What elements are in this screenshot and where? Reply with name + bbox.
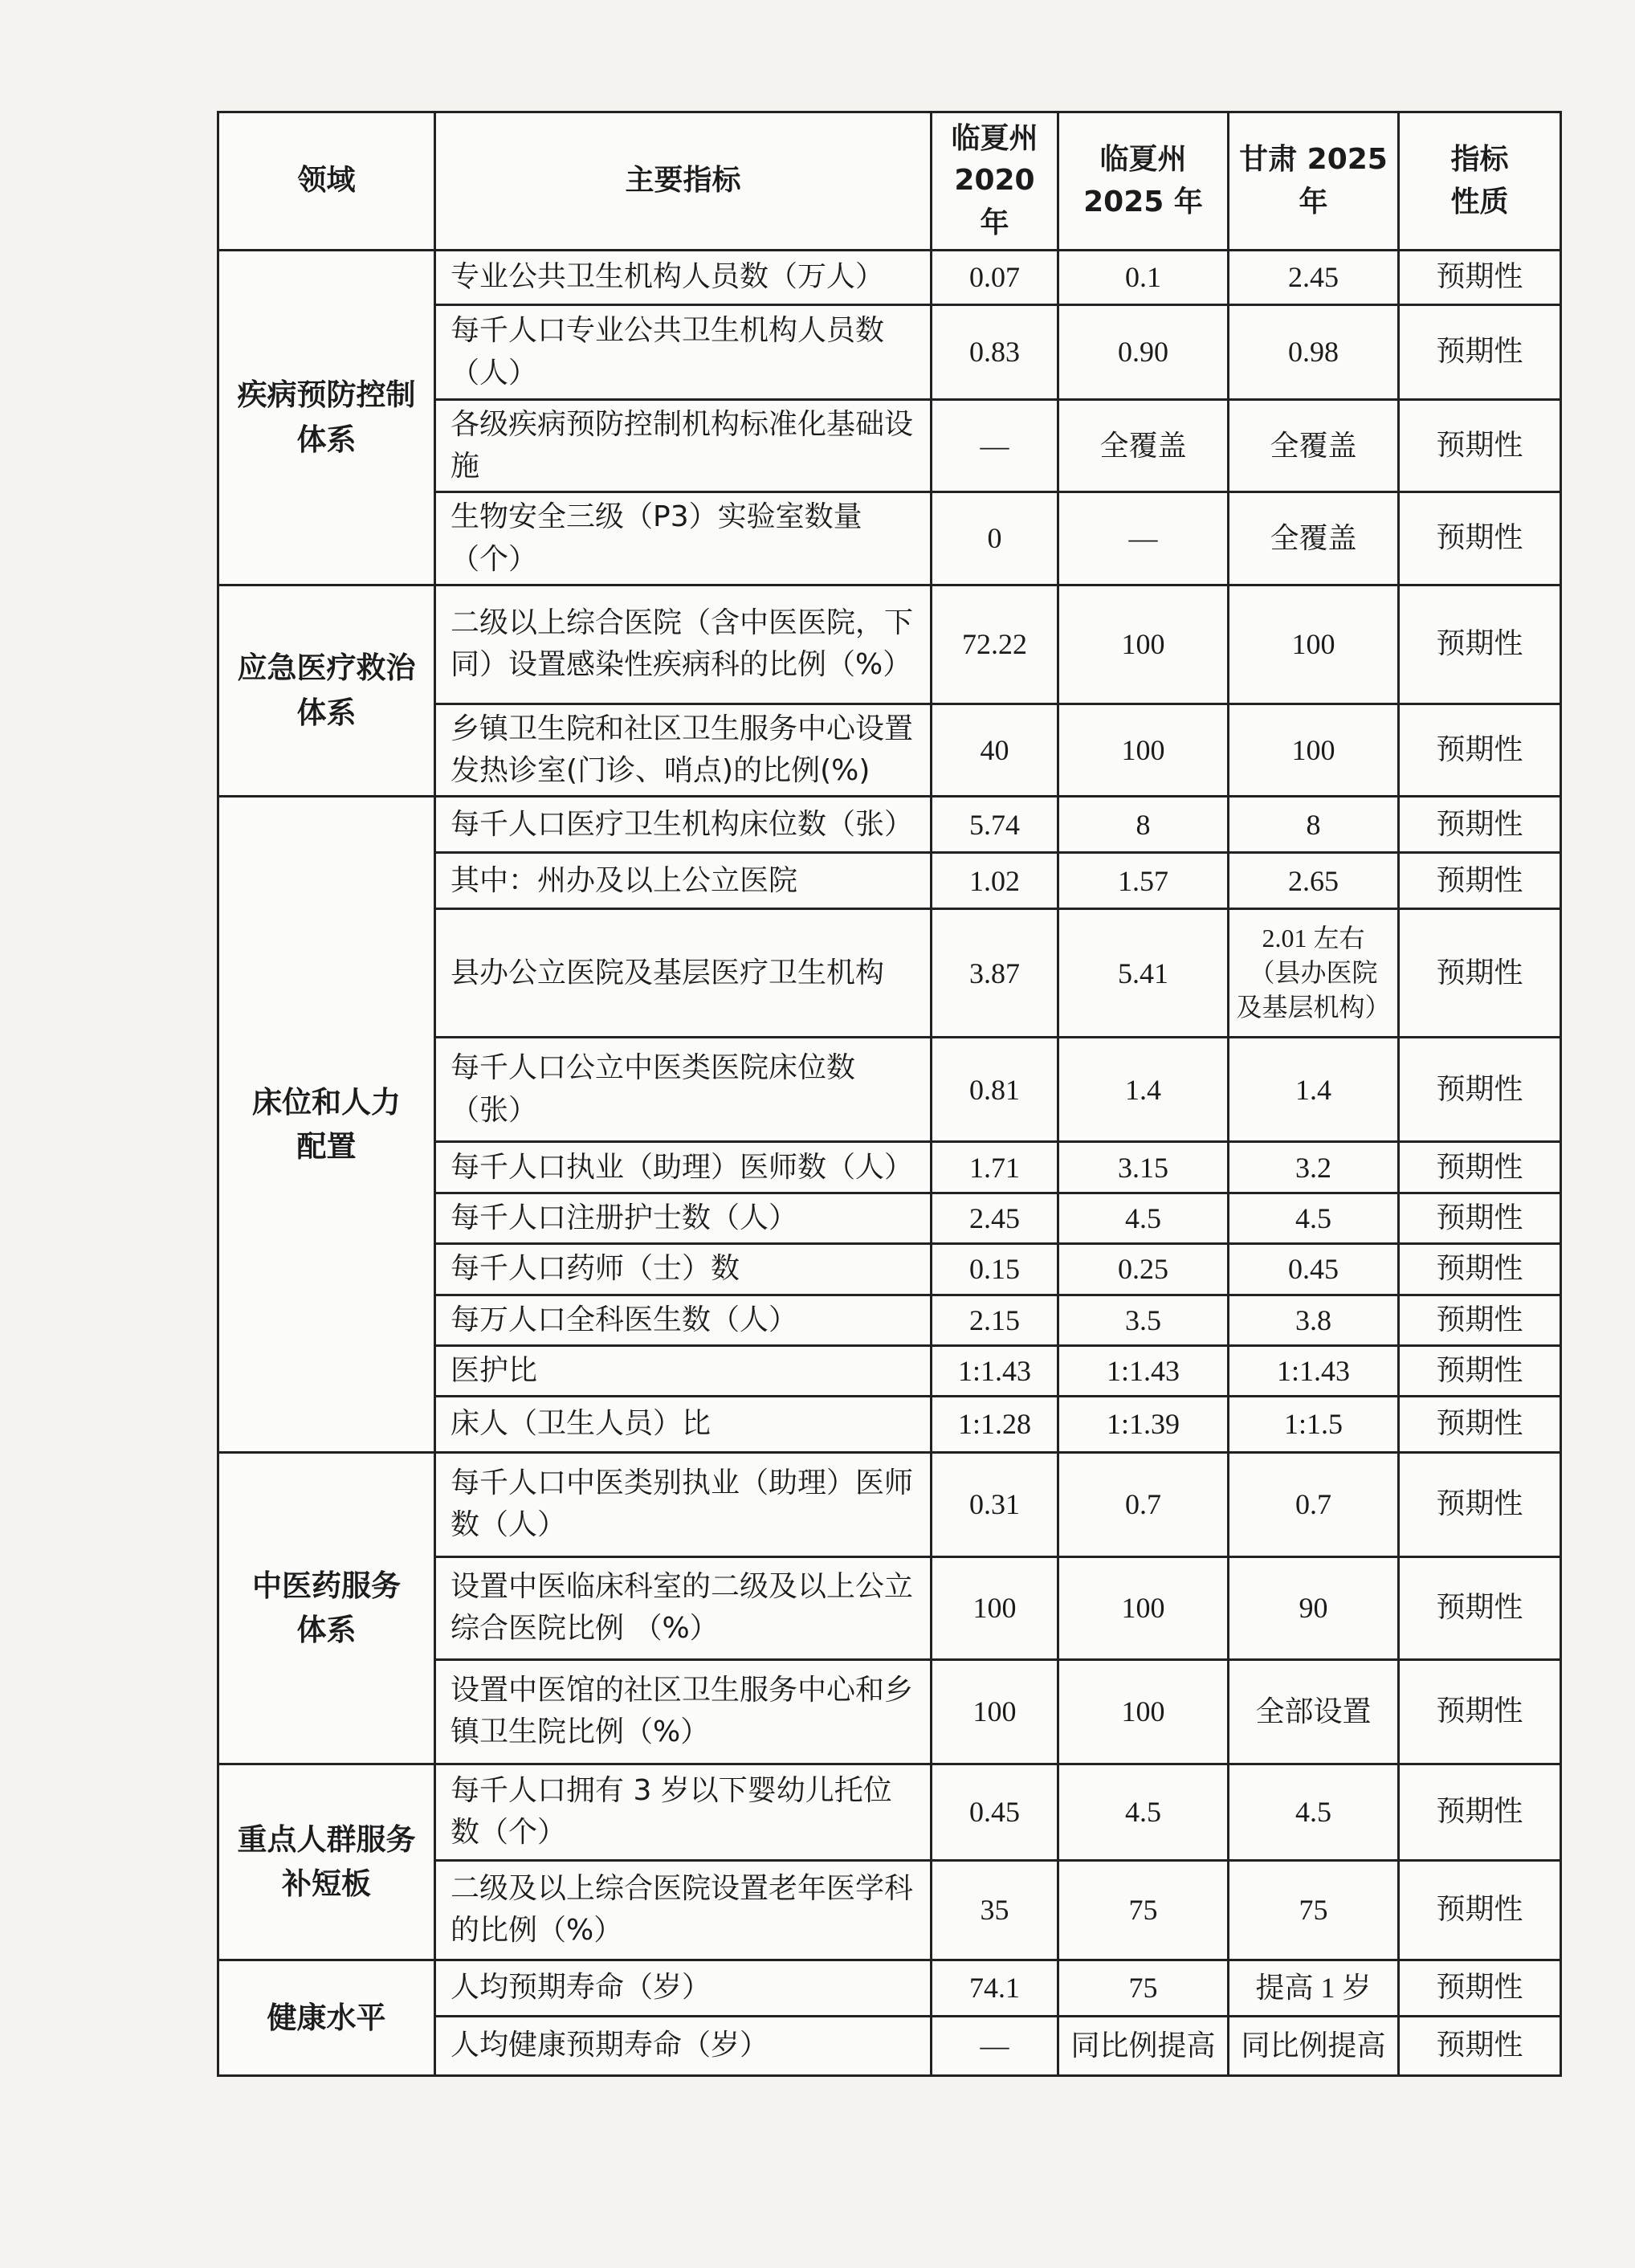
- linxia-2020-cell: 0.31: [932, 1452, 1058, 1556]
- linxia-2025-cell: 100: [1058, 704, 1229, 796]
- table-row: [218, 585, 1561, 704]
- indicator-cell: 人均预期寿命（岁）: [435, 1960, 932, 2016]
- indicator-cell: 二级以上综合医院（含中医医院，下同）设置感染性疾病科的比例（%）: [435, 585, 932, 704]
- linxia-2020-cell: 1:1.43: [932, 1345, 1058, 1396]
- linxia-2020-cell: 100: [932, 1556, 1058, 1659]
- gansu-2025-cell: 90: [1229, 1556, 1399, 1659]
- linxia-2025-cell: 0.90: [1058, 305, 1229, 400]
- indicator-cell: 每千人口中医类别执业（助理）医师数（人）: [435, 1452, 932, 1556]
- table-body: [218, 251, 1561, 2076]
- nature-cell: 预期性: [1399, 585, 1561, 704]
- linxia-2020-cell: 74.1: [932, 1960, 1058, 2016]
- nature-cell: 预期性: [1399, 1193, 1561, 1244]
- header-linxia-2025: 临夏州 2025 年: [1058, 112, 1229, 251]
- linxia-2025-cell: 75: [1058, 1960, 1229, 2016]
- table-row: [218, 251, 1561, 305]
- domain-cell: 重点人群服务 补短板: [218, 1764, 435, 1960]
- nature-cell: 预期性: [1399, 492, 1561, 585]
- gansu-2025-cell: 全部设置: [1229, 1659, 1399, 1764]
- header-linxia-2020: 临夏州 2020 年: [932, 112, 1058, 251]
- gansu-2025-cell: 同比例提高: [1229, 2016, 1399, 2075]
- linxia-2025-cell: 1.57: [1058, 853, 1229, 909]
- linxia-2020-cell: 5.74: [932, 797, 1058, 853]
- gansu-2025-cell: 75: [1229, 1860, 1399, 1960]
- domain-cell: 疾病预防控制 体系: [218, 251, 435, 585]
- header-indicator: 主要指标: [435, 112, 932, 251]
- nature-cell: 预期性: [1399, 1244, 1561, 1295]
- nature-cell: 预期性: [1399, 2016, 1561, 2075]
- nature-cell: 预期性: [1399, 251, 1561, 305]
- linxia-2025-cell: 8: [1058, 797, 1229, 853]
- nature-cell: 预期性: [1399, 1764, 1561, 1860]
- nature-cell: 预期性: [1399, 1396, 1561, 1452]
- table-row: [218, 1960, 1561, 2016]
- gansu-2025-cell: 2.01 左右 （县办医院 及基层机构）: [1229, 909, 1399, 1038]
- indicator-cell: 其中：州办及以上公立医院: [435, 853, 932, 909]
- linxia-2025-cell: 100: [1058, 585, 1229, 704]
- gansu-2025-cell: 2.65: [1229, 853, 1399, 909]
- linxia-2025-cell: —: [1058, 492, 1229, 585]
- header-nature: 指标 性质: [1399, 112, 1561, 251]
- nature-cell: 预期性: [1399, 1960, 1561, 2016]
- indicator-cell: 床人（卫生人员）比: [435, 1396, 932, 1452]
- indicator-cell: 每千人口执业（助理）医师数（人）: [435, 1142, 932, 1193]
- gansu-2025-cell: 0.45: [1229, 1244, 1399, 1295]
- indicator-cell: 每千人口注册护士数（人）: [435, 1193, 932, 1244]
- gansu-2025-cell: 8: [1229, 797, 1399, 853]
- indicator-cell: 专业公共卫生机构人员数（万人）: [435, 251, 932, 305]
- indicator-cell: 每千人口公立中医类医院床位数（张）: [435, 1038, 932, 1142]
- linxia-2020-cell: 3.87: [932, 909, 1058, 1038]
- indicator-cell: 设置中医临床科室的二级及以上公立综合医院比例 （%）: [435, 1556, 932, 1659]
- gansu-2025-cell: 2.45: [1229, 251, 1399, 305]
- gansu-2025-cell: 100: [1229, 704, 1399, 796]
- nature-cell: 预期性: [1399, 1860, 1561, 1960]
- linxia-2025-cell: 1.4: [1058, 1038, 1229, 1142]
- linxia-2020-cell: 0.81: [932, 1038, 1058, 1142]
- indicator-cell: 乡镇卫生院和社区卫生服务中心设置发热诊室(门诊、哨点)的比例(%): [435, 704, 932, 796]
- gansu-2025-cell: 3.2: [1229, 1142, 1399, 1193]
- linxia-2025-cell: 3.15: [1058, 1142, 1229, 1193]
- linxia-2025-cell: 1:1.39: [1058, 1396, 1229, 1452]
- indicator-cell: 人均健康预期寿命（岁）: [435, 2016, 932, 2075]
- nature-cell: 预期性: [1399, 1038, 1561, 1142]
- linxia-2025-cell: 0.25: [1058, 1244, 1229, 1295]
- domain-cell: 健康水平: [218, 1960, 435, 2075]
- linxia-2025-cell: 100: [1058, 1556, 1229, 1659]
- linxia-2020-cell: 0.83: [932, 305, 1058, 400]
- indicator-cell: 医护比: [435, 1345, 932, 1396]
- linxia-2025-cell: 4.5: [1058, 1193, 1229, 1244]
- linxia-2020-cell: 0: [932, 492, 1058, 585]
- linxia-2025-cell: 4.5: [1058, 1764, 1229, 1860]
- gansu-2025-cell: 1:1.43: [1229, 1345, 1399, 1396]
- indicator-cell: 每千人口拥有 3 岁以下婴幼儿托位数（个）: [435, 1764, 932, 1860]
- linxia-2025-cell: 3.5: [1058, 1295, 1229, 1345]
- linxia-2025-cell: 0.7: [1058, 1452, 1229, 1556]
- gansu-2025-cell: 全覆盖: [1229, 400, 1399, 492]
- linxia-2020-cell: 72.22: [932, 585, 1058, 704]
- linxia-2020-cell: 0.07: [932, 251, 1058, 305]
- linxia-2025-cell: 75: [1058, 1860, 1229, 1960]
- header-gansu-2025: 甘肃 2025 年: [1229, 112, 1399, 251]
- nature-cell: 预期性: [1399, 1142, 1561, 1193]
- linxia-2025-cell: 100: [1058, 1659, 1229, 1764]
- gansu-2025-cell: 0.98: [1229, 305, 1399, 400]
- linxia-2025-cell: 同比例提高: [1058, 2016, 1229, 2075]
- nature-cell: 预期性: [1399, 1659, 1561, 1764]
- linxia-2025-cell: 5.41: [1058, 909, 1229, 1038]
- nature-cell: 预期性: [1399, 1556, 1561, 1659]
- linxia-2020-cell: 0.45: [932, 1764, 1058, 1860]
- linxia-2020-cell: 40: [932, 704, 1058, 796]
- nature-cell: 预期性: [1399, 909, 1561, 1038]
- table-row: [218, 797, 1561, 853]
- nature-cell: 预期性: [1399, 853, 1561, 909]
- linxia-2020-cell: 0.15: [932, 1244, 1058, 1295]
- gansu-2025-cell: 1:1.5: [1229, 1396, 1399, 1452]
- header-row: [218, 112, 1561, 251]
- indicator-cell: 设置中医馆的社区卫生服务中心和乡镇卫生院比例（%）: [435, 1659, 932, 1764]
- nature-cell: 预期性: [1399, 1345, 1561, 1396]
- nature-cell: 预期性: [1399, 1295, 1561, 1345]
- linxia-2020-cell: —: [932, 2016, 1058, 2075]
- indicator-cell: 生物安全三级（P3）实验室数量（个）: [435, 492, 932, 585]
- indicator-cell: 县办公立医院及基层医疗卫生机构: [435, 909, 932, 1038]
- indicator-cell: 每千人口专业公共卫生机构人员数（人）: [435, 305, 932, 400]
- gansu-2025-cell: 0.7: [1229, 1452, 1399, 1556]
- domain-cell: 应急医疗救治 体系: [218, 585, 435, 796]
- table-row: [218, 1764, 1561, 1860]
- linxia-2025-cell: 全覆盖: [1058, 400, 1229, 492]
- gansu-2025-cell: 100: [1229, 585, 1399, 704]
- indicator-table: [217, 111, 1562, 2077]
- indicator-cell: 二级及以上综合医院设置老年医学科的比例（%）: [435, 1860, 932, 1960]
- linxia-2020-cell: 2.45: [932, 1193, 1058, 1244]
- domain-cell: 床位和人力 配置: [218, 797, 435, 1453]
- nature-cell: 预期性: [1399, 797, 1561, 853]
- indicator-cell: 每万人口全科医生数（人）: [435, 1295, 932, 1345]
- gansu-2025-cell: 提高 1 岁: [1229, 1960, 1399, 2016]
- indicator-cell: 各级疾病预防控制机构标准化基础设施: [435, 400, 932, 492]
- gansu-2025-cell: 3.8: [1229, 1295, 1399, 1345]
- linxia-2025-cell: 0.1: [1058, 251, 1229, 305]
- nature-cell: 预期性: [1399, 305, 1561, 400]
- linxia-2020-cell: 1:1.28: [932, 1396, 1058, 1452]
- indicator-cell: 每千人口药师（士）数: [435, 1244, 932, 1295]
- linxia-2025-cell: 1:1.43: [1058, 1345, 1229, 1396]
- indicator-cell: 每千人口医疗卫生机构床位数（张）: [435, 797, 932, 853]
- domain-cell: 中医药服务 体系: [218, 1452, 435, 1764]
- gansu-2025-cell: 全覆盖: [1229, 492, 1399, 585]
- gansu-2025-cell: 4.5: [1229, 1193, 1399, 1244]
- linxia-2020-cell: 2.15: [932, 1295, 1058, 1345]
- linxia-2020-cell: 35: [932, 1860, 1058, 1960]
- gansu-2025-cell: 1.4: [1229, 1038, 1399, 1142]
- linxia-2020-cell: 1.71: [932, 1142, 1058, 1193]
- linxia-2020-cell: 1.02: [932, 853, 1058, 909]
- nature-cell: 预期性: [1399, 1452, 1561, 1556]
- nature-cell: 预期性: [1399, 704, 1561, 796]
- nature-cell: 预期性: [1399, 400, 1561, 492]
- header-domain: 领域: [218, 112, 435, 251]
- linxia-2020-cell: 100: [932, 1659, 1058, 1764]
- table-row: [218, 1452, 1561, 1556]
- gansu-2025-cell: 4.5: [1229, 1764, 1399, 1860]
- linxia-2020-cell: —: [932, 400, 1058, 492]
